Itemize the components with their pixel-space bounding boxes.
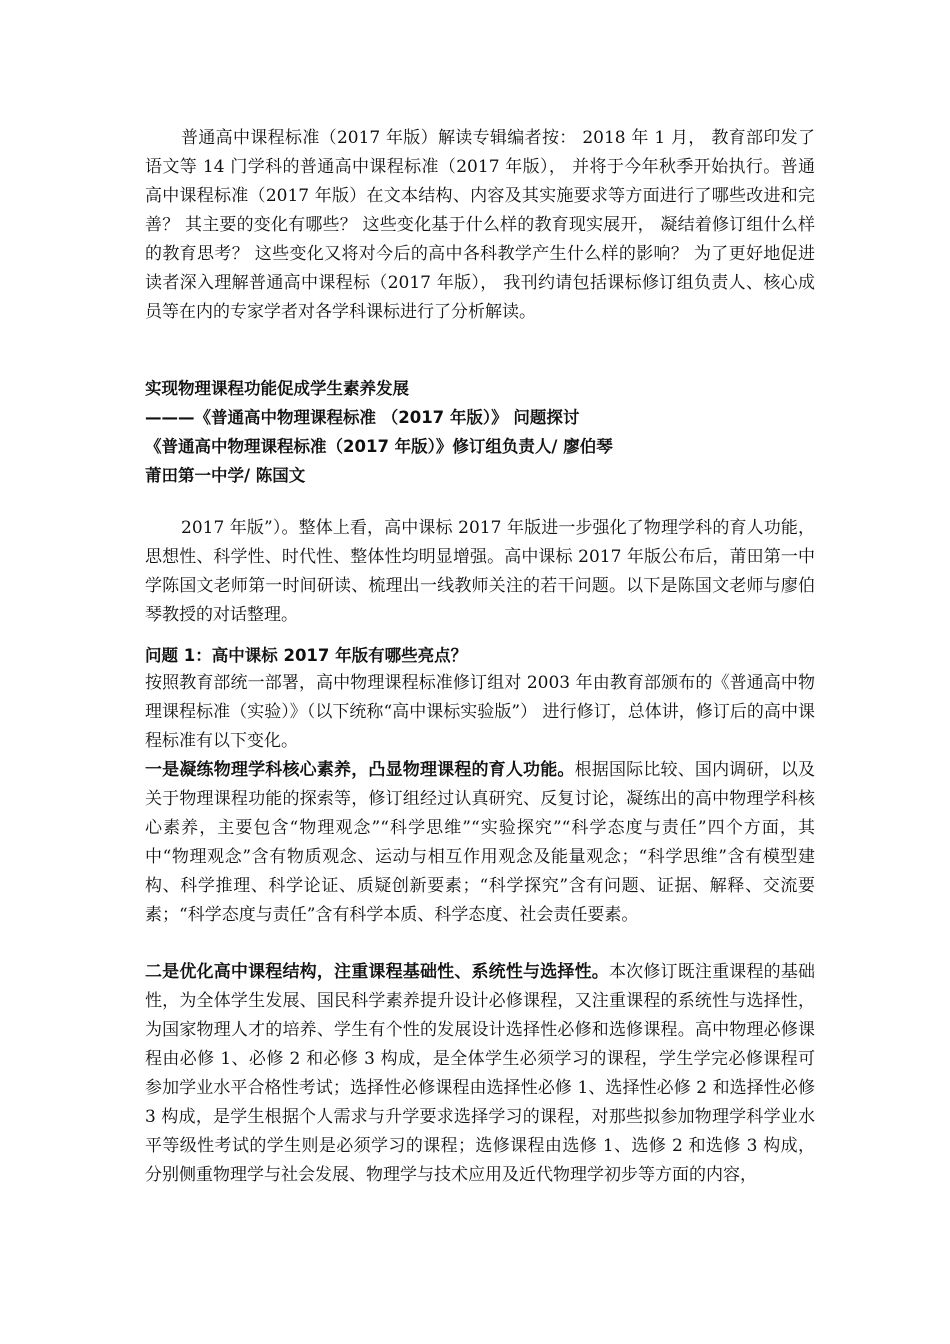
point-1-body: 根据国际比较、国内调研，以及关于物理课程功能的探索等，修订组经过认真研究、反复讨论，凝练出的高中物理学科核心素养，主要包含“物理观念”“科学思维”“实验探究”“科学态度与责任”四个方面，其中“物理观念”含有物质观念、运动与相互作用观念及能量观念；“科学思维”含有模型建构、科学推理、科学论证、质疑创新要素；“科学探究”含有问题、证据、解释、交流要素；“科学态度与责任”含有科学本质、科学态度、社会责任要素。 (145, 760, 816, 925)
question-1-heading: 问题 1：高中课标 2017 年版有哪些亮点？ (145, 646, 468, 665)
point-1-paragraph (145, 756, 815, 930)
article-title: 实现物理课程功能促成学生素养发展 (145, 379, 409, 398)
point-2-paragraph (145, 958, 815, 1190)
point-2-body: 本次修订既注重课程的基础性，为全体学生发展、国民科学素养提升设计必修课程，又注重课程的系统性与选择性，为国家物理人才的培养、学生有个性的发展设计选择性必修和选修课程。高中物理必修课程由必修 1、必修 2 和必修 3 构成，是全体学生必须学习的课程，学生学完必修课程可参加学业水平合格性考试；选择性必修课程由选择性必修 1、选择性必修 2 和选择性必修 3 构成，是学生根据个人需求与升学要求选择学习的课程，对那些拟参加物理学科学业水平等级性考试的学生则是必须学习的课程；选修课程由选修 1、选修 2 和选修 3 构成，分别侧重物理学与社会发展、物理学与技术应用及近代物理学初步等方面的内容， (145, 962, 816, 1185)
point-2-lead: 二是优化高中课程结构，注重课程基础性、系统性与选择性。 (145, 962, 609, 982)
author-line-2: 莆田第一中学/ 陈国文 (145, 466, 306, 485)
lead-paragraph: 2017 年版”）。整体上看，高中课标 2017 年版进一步强化了物理学科的育人功能，思想性、科学性、时代性、整体性均明显增强。高中课标 2017 年版公布后，莆田第一中学陈国文老师第一时间研读、梳理出一线教师关注的若干问题。以下是陈国文老师与廖伯琴教授的对话整理。 (145, 518, 815, 625)
question-1-answer-intro: 按照教育部统一部署，高中物理课程标准修订组对 2003 年由教育部颁布的《普通高中物理课程标准（实验）》（以下统称“高中课标实验版”） 进行修订，总体讲，修订后的高中课程标准有以下变化。 (145, 673, 815, 751)
author-line-1: 《普通高中物理课程标准（2017 年版）》修订组负责人/ 廖伯琴 (145, 437, 613, 456)
point-1-lead: 一是凝练物理学科核心素养，凸显物理课程的育人功能。 (145, 760, 575, 780)
editor-note: 普通高中课程标准（2017 年版）解读专辑编者按： 2018 年 1 月， 教育部印发了语文等 14 门学科的普通高中课程标准（2017 年版）， 并将于今年秋季开始执行。普通高中课程标准（2017 年版）在文本结构、内容及其实施要求等方面进行了哪些改进和完善？ 其主要的变化有哪些？ 这些变化基于什么样的教育现实展开， 凝结着修订组什么样的教育思考？ 这些变化又将对今后的高中各科教学产生什么样的影响？ 为了更好地促进读者深入理解普通高中课程标（2017 年版）， 我刊约请包括课标修订组负责人、核心成员等在内的专家学者对各学科课标进行了分析解读。 (145, 128, 815, 322)
article-subtitle: ———《普通高中物理课程标准 （2017 年版）》 问题探讨 (145, 408, 580, 427)
